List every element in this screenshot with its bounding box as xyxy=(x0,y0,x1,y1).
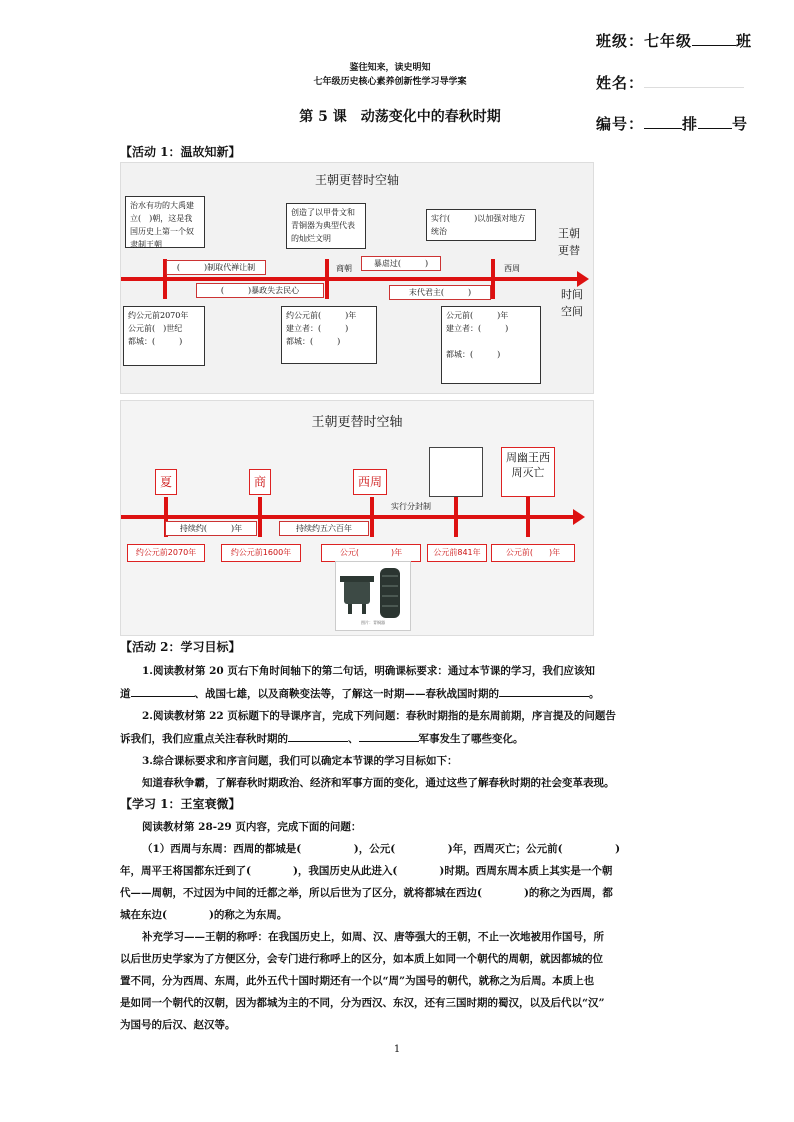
timeline-panel-2 xyxy=(120,400,594,636)
top-box-xia: 治水有功的大禹建立( )朝，这是我国历史上第一个奴隶制王朝 xyxy=(125,196,205,248)
goal-2-end: 军事发生了哪些变化。 xyxy=(418,733,524,745)
timeline2-tick xyxy=(454,497,458,537)
label-fenfeng: 实行分封制 xyxy=(391,502,431,511)
bronze-caption: 图片：青铜器 xyxy=(361,620,385,625)
timeline2-tick xyxy=(526,497,530,537)
box-xia: 夏 xyxy=(155,469,177,495)
goal-1-end: 。 xyxy=(589,688,600,700)
bronze-image xyxy=(335,561,411,631)
study1-q1-line-1: （1）西周与东周：西周的都城是( )，公元( )年，西周灭亡；公元前( ) xyxy=(142,843,621,855)
date-5: 公元前( )年 xyxy=(491,544,575,562)
timeline-panel-1 xyxy=(120,162,594,394)
timeline2-tick xyxy=(258,497,262,537)
goal-2-line-2 xyxy=(120,727,682,750)
number-field xyxy=(596,113,748,134)
date-2: 约公元前1600年 xyxy=(221,544,301,562)
date-1: 约公元前2070年 xyxy=(127,544,205,562)
supplement-line-3: 置不同，分为西周、东周，此外五代十国时期还有一个以“周”为国号的朝代，就称之为后周。本质上也 xyxy=(120,975,595,987)
timeline1-axis xyxy=(121,277,581,281)
name-label: 姓名： xyxy=(596,74,645,92)
timeline1-title: 王朝更替时空轴 xyxy=(314,173,399,187)
timeline1-side-top: 王朝更替 xyxy=(558,227,580,257)
timeline1-arrow-icon xyxy=(577,271,589,287)
label-upper-4: 西周 xyxy=(504,264,520,273)
number-label: 编号： xyxy=(596,115,645,133)
supplement-line-1: 补充学习——王朝的称呼：在我国历史上，如周、汉、唐等强大的王朝，不止一次地被用作国号，所 xyxy=(142,931,604,943)
box-shang: 商 xyxy=(249,469,271,495)
label-upper-2: 商朝 xyxy=(336,264,352,273)
timeline2-title: 王朝更替时空轴 xyxy=(311,415,403,430)
class-blank[interactable] xyxy=(692,31,736,46)
subtitle: 七年级历史核心素养创新性学习导学案 xyxy=(313,77,467,87)
timeline1-side-bottom: 时间空间 xyxy=(561,288,583,318)
timeline2-tick xyxy=(370,497,374,537)
hao-blank[interactable] xyxy=(698,114,732,129)
study1-body xyxy=(120,816,682,1036)
goal-2-blank-2[interactable] xyxy=(359,727,419,742)
supplement-line-2: 以后世历史学家为了方便区分，会专门进行称呼上的区分，如本质上如同一个朝代的周朝，就因都城的位 xyxy=(120,953,603,965)
goal-1-blank-1[interactable] xyxy=(131,682,195,697)
label-duration-1: 持续约( )年 xyxy=(165,521,257,536)
name-field xyxy=(596,72,744,93)
motto: 鉴往知来，读史明知 xyxy=(349,63,431,73)
box-xizhou: 西周 xyxy=(353,469,387,495)
pai-label: 排 xyxy=(682,115,699,133)
study1-q1-line-2: 年，周平王将国都东迁到了( )，我国历史从此进入( )时期。西周东周本质上其实是一个朝 xyxy=(120,865,613,877)
date-4: 公元前841年 xyxy=(427,544,487,562)
goal-1-line-1: 1.阅读教材第 20 页右下角时间轴下的第二句话，明确课标要求：通过本节课的学习，我们应该知 xyxy=(142,665,595,677)
supplement-line-4: 是如同一个朝代的汉朝，因为都城为主的不同，分为西汉、东汉，还有三国时期的蜀汉，以及后代以“汉” xyxy=(120,997,605,1009)
goal-1-start: 道 xyxy=(120,688,131,700)
activity2-heading: 【活动 2：学习目标】 xyxy=(120,640,241,654)
class-field xyxy=(596,30,752,51)
activity1-heading: 【活动 1：温故知新】 xyxy=(120,145,241,159)
top-box-xizhou: 实行( )以加强对地方统治 xyxy=(426,209,536,241)
goal-2-blank-1[interactable] xyxy=(288,727,348,742)
label-upper-1: ( )制取代禅让制 xyxy=(166,260,266,275)
box-youwang: 周幽王西周灭亡 xyxy=(501,447,555,497)
bottom-box-xizhou: 公元前( )年 建立者：( ) 都城：( ) xyxy=(441,306,541,384)
hao-label: 号 xyxy=(732,115,749,133)
page-number: 1 xyxy=(393,1044,401,1055)
goal-2-mid: 、 xyxy=(348,733,359,745)
goal-4: 知道春秋争霸，了解春秋时期政治、经济和军事方面的变化，通过这些了解春秋时期的社会变革表现。 xyxy=(142,777,615,789)
study1-heading: 【学习 1：王室衰微】 xyxy=(120,797,241,811)
top-box-shang: 创造了以甲骨文和青铜器为典型代表的灿烂文明 xyxy=(286,203,366,249)
class-suffix: 班 xyxy=(736,32,753,50)
timeline2-axis xyxy=(121,515,577,519)
lesson-title: 第 5 课 动荡变化中的春秋时期 xyxy=(299,109,501,125)
bottom-box-xia: 约公元前2070年 公元前( )世纪 都城：( ) xyxy=(123,306,205,366)
study1-intro: 阅读教材第 28-29 页内容，完成下面的问题： xyxy=(142,821,362,833)
label-upper-3: 暴虐过( ) xyxy=(361,256,441,271)
pai-blank[interactable] xyxy=(644,114,682,129)
goal-3: 3.综合课标要求和序言问题，我们可以确定本节课的学习目标如下： xyxy=(142,755,458,767)
goal-1-mid: 、战国七雄，以及商鞅变法等，了解这一时期——春秋战国时期的 xyxy=(194,688,499,700)
supplement-line-5: 为国号的后汉、赵汉等。 xyxy=(120,1019,236,1031)
activity2-body xyxy=(120,660,682,794)
goal-1-line-2 xyxy=(120,682,682,705)
bottom-box-shang: 约公元前( )年 建立者：( ) 都城：( ) xyxy=(281,306,377,364)
label-duration-2: 持续约五六百年 xyxy=(279,521,369,536)
timeline2-arrow-icon xyxy=(573,509,585,525)
name-blank[interactable] xyxy=(644,73,744,88)
study1-q1-line-4: 城在东边( )的称之为东周。 xyxy=(120,909,288,921)
label-lower-2: 末代君主( ) xyxy=(389,285,491,300)
goal-1-blank-2[interactable] xyxy=(499,682,589,697)
box-empty[interactable] xyxy=(429,447,483,497)
date-3: 公元( )年 xyxy=(321,544,421,562)
goal-2-start: 诉我们，我们应重点关注春秋时期的 xyxy=(120,733,288,745)
label-lower-1: ( )暴政失去民心 xyxy=(196,283,324,298)
timeline1-tick xyxy=(491,259,495,299)
class-label: 班级：七年级 xyxy=(596,32,693,50)
goal-2-line-1: 2.阅读教材第 22 页标题下的导课序言，完成下列问题：春秋时期指的是东周前期，序言提及的问题告 xyxy=(142,710,616,722)
study1-q1-line-3: 代——周朝，不过因为中间的迁都之举，所以后世为了区分，就将都城在西边( )的称之为西周，都 xyxy=(120,887,613,899)
